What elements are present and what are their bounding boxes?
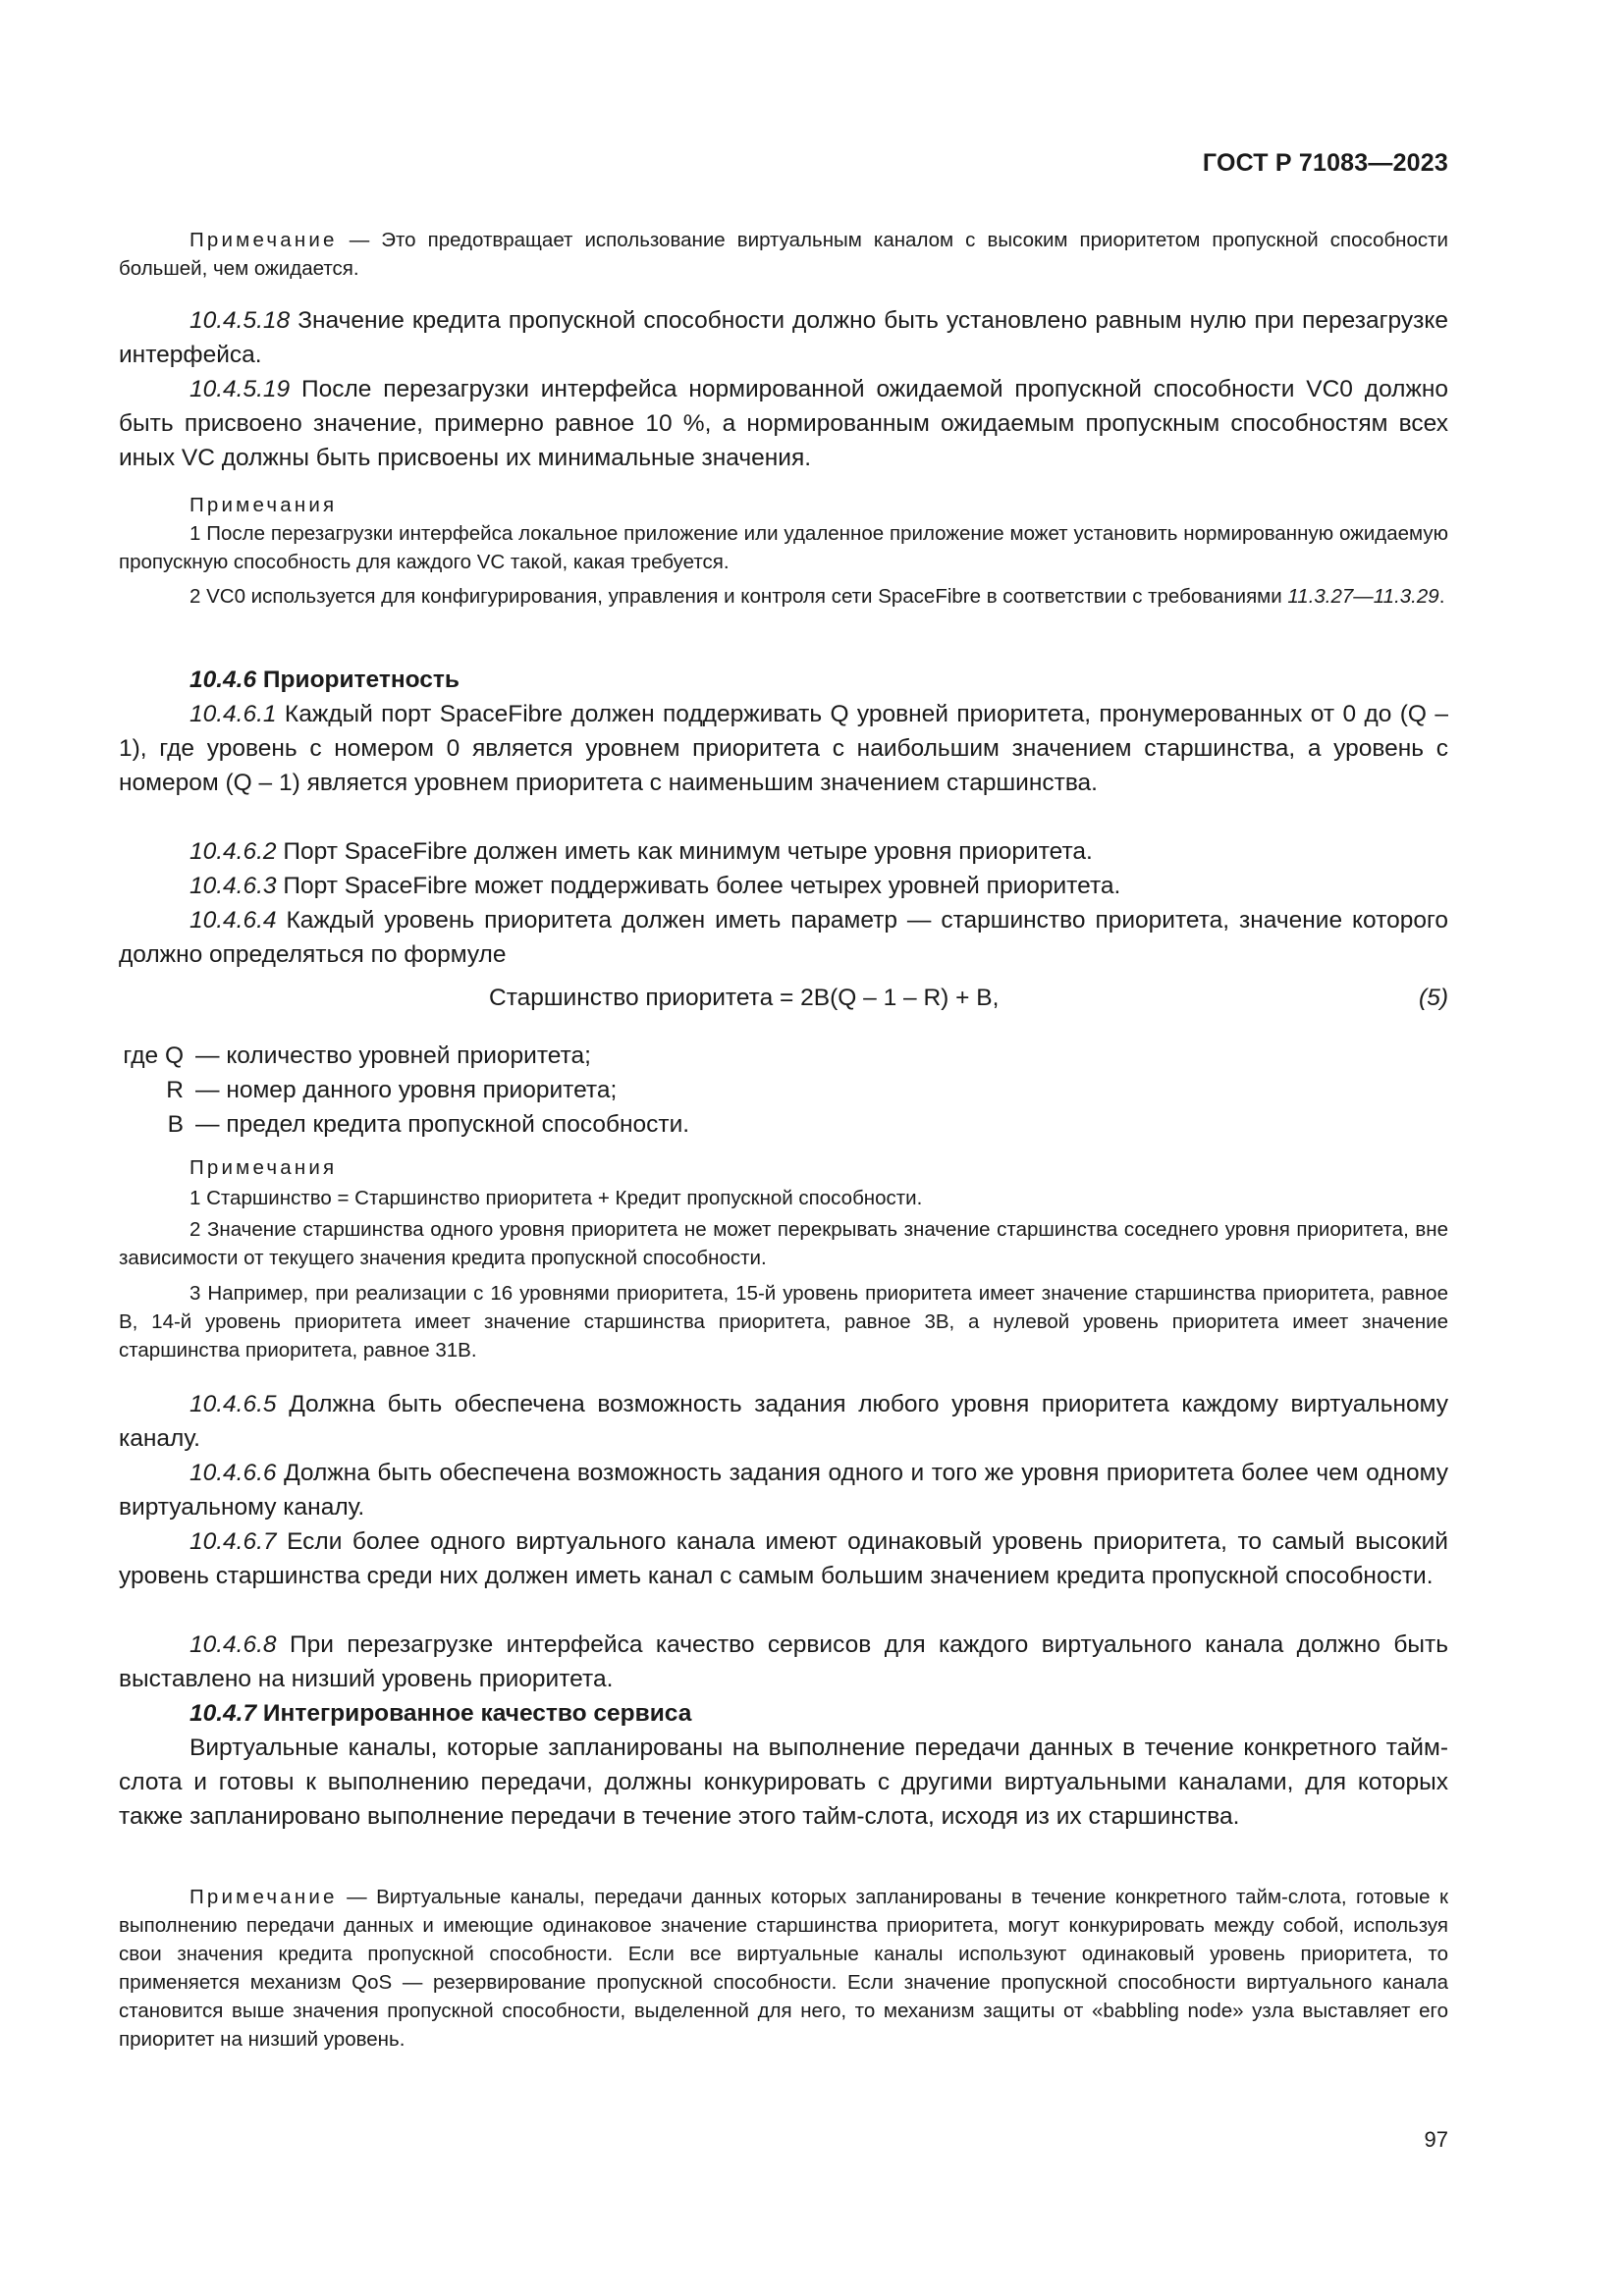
document-id-header: ГОСТ Р 71083—2023 bbox=[1202, 149, 1448, 177]
clause-text: После перезагрузки интерфейса нормированной ожидаемой пропускной способности VC0 должно быть присвоено значение, примерно равное 10 %, а нормированным ожидаемым пропускным способностям всех иных VC должны быть присвоены их минимальные значения. bbox=[119, 376, 1448, 471]
legend-text: — предел кредита пропускной способности. bbox=[195, 1111, 690, 1138]
note-item: 2 VC0 используется для конфигурирования, управления и контроля сети SpaceFibre в соответствии с требованиями 11.3.27—11.3.29. bbox=[189, 585, 1445, 608]
formula-number: (5) bbox=[1419, 985, 1448, 1011]
legend-symbol: где Q bbox=[123, 1042, 184, 1069]
notes-heading: Примечания bbox=[189, 1156, 338, 1179]
clause-10-4-5-18 bbox=[119, 303, 1448, 372]
legend-text: — количество уровней приоритета; bbox=[195, 1042, 591, 1069]
paragraph-10-4-7: Виртуальные каналы, которые запланированы на выполнение передачи данных в течение конкретного тайм-слота и готовы к выполнению передачи, должны конкурировать с другими виртуальными каналами, для которых также запланировано выполнение передачи в течение этого тайм-слота, исходя из их старшинства. bbox=[119, 1735, 1448, 1830]
legend-text: — номер данного уровня приоритета; bbox=[195, 1077, 618, 1103]
note-item: 2 Значение старшинства одного уровня приоритета не может перекрывать значение старшинства соседнего уровня приоритета, вне зависимости от текущего значения кредита пропускной способности. bbox=[119, 1218, 1448, 1269]
section-heading-10-4-6 bbox=[119, 663, 1448, 697]
note-label: Примечание bbox=[189, 1886, 338, 1908]
clause-10-4-6-8: 10.4.6.8 При перезагрузке интерфейса качество сервисов для каждого виртуального канала должно быть выставлено на низший уровень приоритета. bbox=[119, 1631, 1448, 1692]
legend-row bbox=[119, 1073, 1448, 1107]
clause-10-4-6-5: 10.4.6.5 Должна быть обеспечена возможность задания любого уровня приоритета каждому виртуальному каналу. bbox=[119, 1391, 1448, 1452]
section-heading-10-4-7 bbox=[119, 1696, 1448, 1731]
section-number: 10.4.6 bbox=[189, 667, 257, 693]
section-title: Интегрированное качество сервиса bbox=[256, 1700, 692, 1727]
note-paragraph bbox=[119, 226, 1448, 283]
legend-row bbox=[119, 1039, 1448, 1073]
clause-10-4-6-7: 10.4.6.7 Если более одного виртуального канала имеют одинаковый уровень приоритета, то самый высокий уровень старшинства среди них должен иметь канал с самым большим значением кредита пропускной способности. bbox=[119, 1528, 1448, 1589]
formula-expression: Старшинство приоритета = 2B(Q – 1 – R) + B, bbox=[489, 985, 1000, 1011]
formula-5 bbox=[119, 981, 1448, 1015]
clause-10-4-6-3: 10.4.6.3 Порт SpaceFibre может поддерживать более четырех уровней приоритета. bbox=[189, 873, 1121, 899]
note-item: 1 Старшинство = Старшинство приоритета + Кредит пропускной способности. bbox=[189, 1187, 923, 1209]
note-text: — Это предотвращает использование виртуальным каналом с высоким приоритетом пропускной способности большей, чем ожидается. bbox=[119, 229, 1448, 280]
clause-number: 10.4.5.18 bbox=[189, 307, 291, 334]
clause-reference: 11.3.27—11.3.29 bbox=[1287, 585, 1439, 608]
note-label: Примечание bbox=[189, 229, 338, 251]
legend-symbol: R bbox=[166, 1077, 184, 1103]
clause-10-4-5-19 bbox=[119, 372, 1448, 475]
note-paragraph bbox=[119, 1883, 1448, 2054]
section-title: Приоритетность bbox=[256, 667, 460, 693]
clause-10-4-6-4: 10.4.6.4 Каждый уровень приоритета должен иметь параметр — старшинство приоритета, значение которого должно определяться по формуле bbox=[119, 907, 1448, 968]
section-number: 10.4.7 bbox=[189, 1700, 257, 1727]
formula-legend bbox=[119, 1039, 1448, 1142]
note-item: 3 Например, при реализации с 16 уровнями приоритета, 15-й уровень приоритета имеет значение старшинства приоритета, равное B, 14-й уровень приоритета имеет значение старшинства приоритета, равное 3B, а нулевой уровень приоритета имеет значение старшинства приоритета, равное 31B. bbox=[119, 1282, 1448, 1362]
clause-10-4-6-2: 10.4.6.2 Порт SpaceFibre должен иметь как минимум четыре уровня приоритета. bbox=[189, 838, 1093, 865]
page-number: 97 bbox=[1424, 2127, 1448, 2152]
clause-text: Значение кредита пропускной способности должно быть установлено равным нулю при перезагрузке интерфейса. bbox=[119, 307, 1448, 368]
clause-10-4-6-6: 10.4.6.6 Должна быть обеспечена возможность задания одного и того же уровня приоритета более чем одному виртуальному каналу. bbox=[119, 1460, 1448, 1521]
note-text: — Виртуальные каналы, передачи данных которых запланированы в течение конкретного тайм-слота, готовые к выполнению передачи данных и имеющие одинаковое значение старшинства приоритета, могут конкурировать между собой, используя свои значения кредита пропускной способности. Если все виртуальные каналы используют одинаковый уровень приоритета, то применяется механизм QoS — резервирование пропускной способности. Если значение пропускной способности виртуального канала становится выше значения пропускной способности, выделенной для него, то механизм защиты от «babbling node» узла выставляет его приоритет на низший уровень. bbox=[119, 1886, 1448, 2051]
clause-10-4-6-1: 10.4.6.1 Каждый порт SpaceFibre должен поддерживать Q уровней приоритета, пронумерованных от 0 до (Q – 1), где уровень с номером 0 является уровнем приоритета с наибольшим значением старшинства, а уровень с номером (Q – 1) является уровнем приоритета с наименьшим значением старшинства. bbox=[119, 701, 1448, 796]
notes-heading: Примечания bbox=[189, 494, 338, 516]
clause-number: 10.4.5.19 bbox=[189, 376, 291, 402]
legend-row bbox=[119, 1107, 1448, 1142]
legend-symbol: B bbox=[167, 1111, 184, 1138]
note-item: 1 После перезагрузки интерфейса локальное приложение или удаленное приложение может установить нормированную ожидаемую пропускную способность для каждого VC такой, какая требуется. bbox=[119, 522, 1448, 573]
